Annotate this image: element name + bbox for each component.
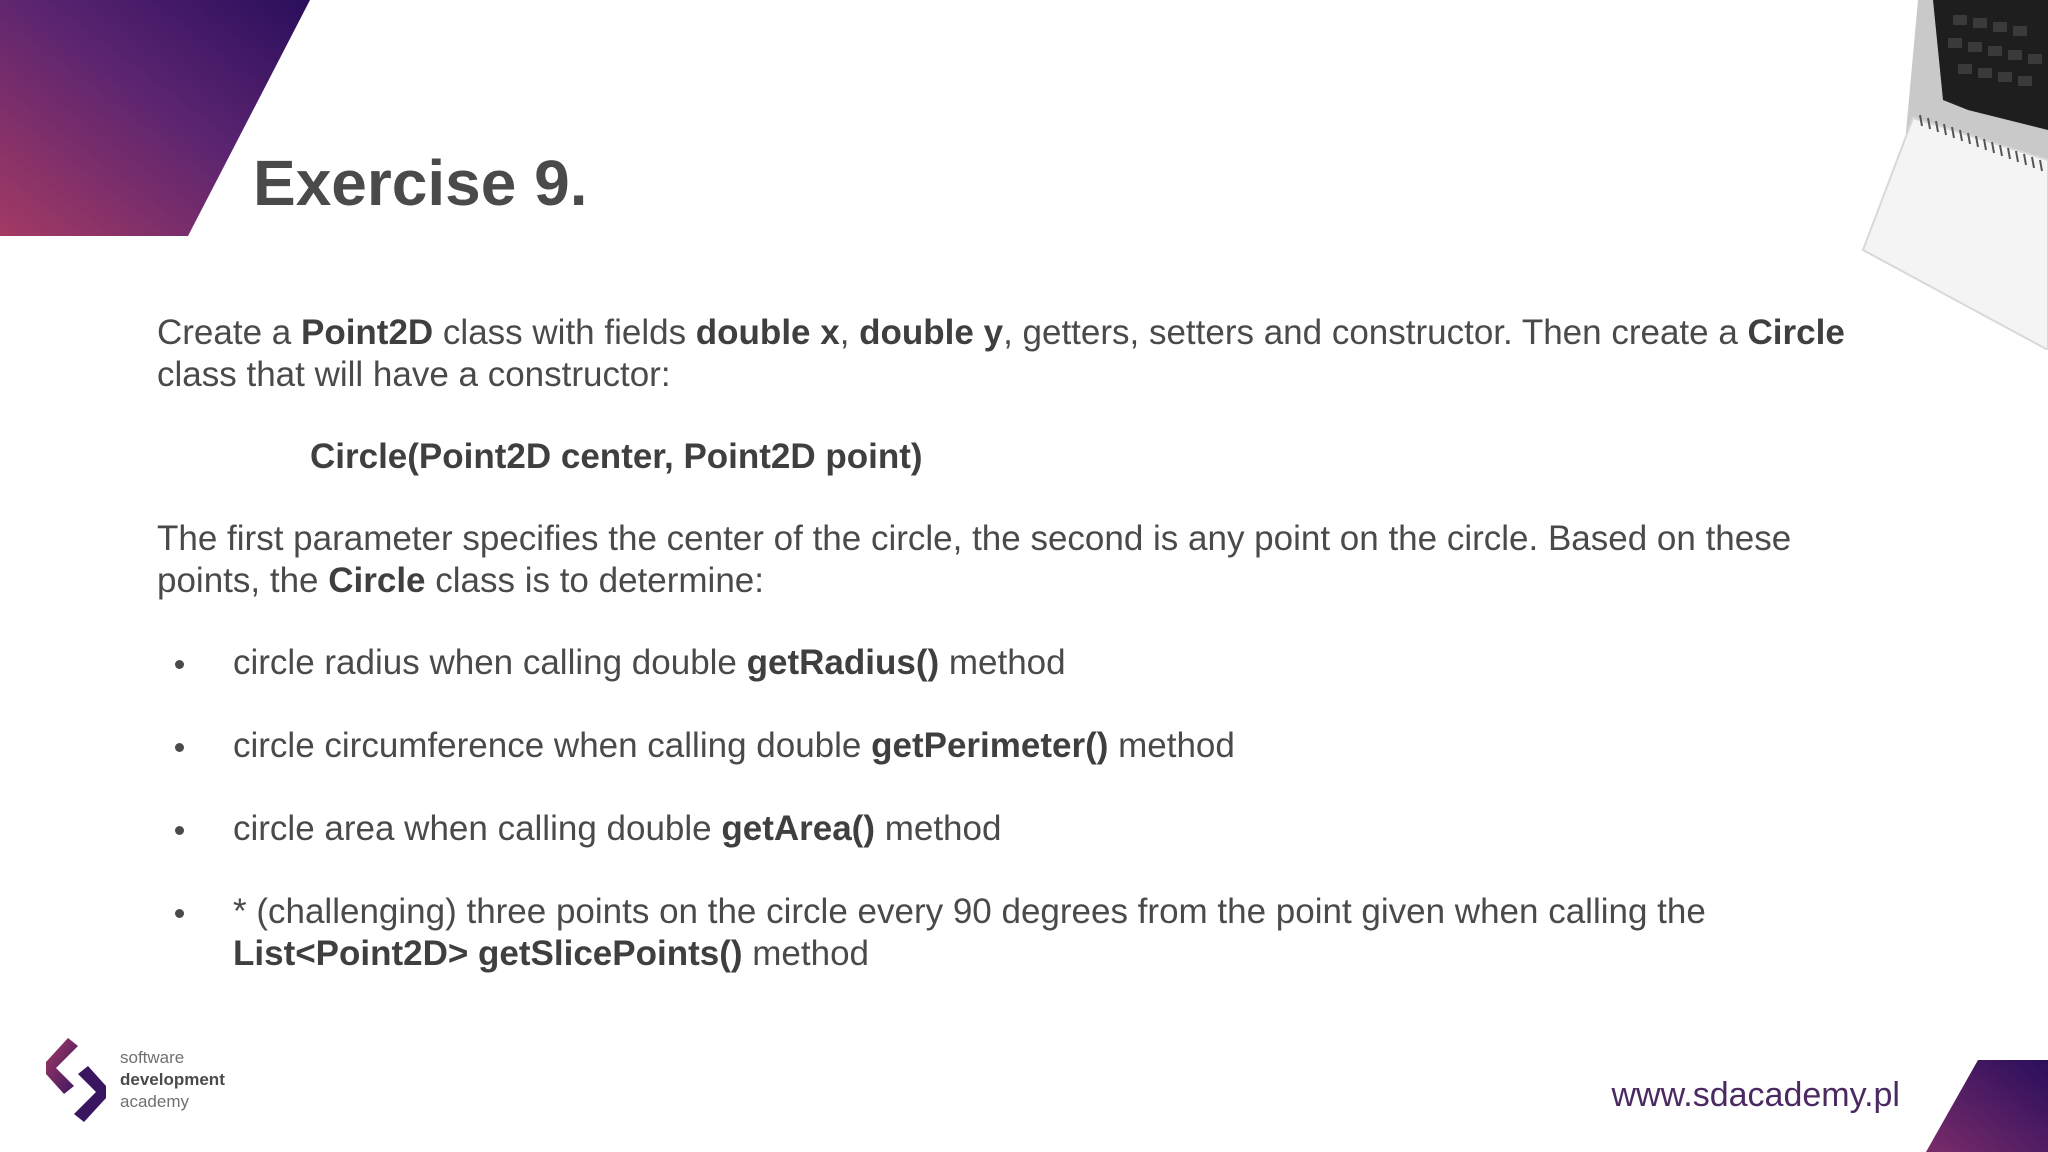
slide-content: [157, 312, 1897, 975]
logo-text: software development academy: [120, 1048, 225, 1111]
website-url[interactable]: www.sdacademy.pl: [1611, 1076, 1900, 1114]
list-item: circle circumference when calling double getPerimeter() method: [157, 725, 1897, 767]
constructor-signature: Circle(Point2D center, Point2D point): [310, 437, 923, 476]
list-item: circle radius when calling double getRadius() method: [157, 642, 1897, 684]
bullet-dot-icon: [175, 660, 184, 669]
bullet-dot-icon: [175, 909, 184, 918]
laptop-keyboard-icon: [1848, 0, 2048, 350]
sda-logo-icon: [44, 1036, 108, 1124]
intro-paragraph: Create a Point2D class with fields double x, double y, getters, setters and constructor. Then create a Circle class that will have a constructor:: [157, 313, 1845, 394]
bullet-dot-icon: [175, 826, 184, 835]
list-item: * (challenging) three points on the circle every 90 degrees from the point given when calling the List<Point2D> getSlicePoints() method: [157, 891, 1897, 975]
bullet-dot-icon: [175, 743, 184, 752]
requirements-list: [157, 642, 1897, 975]
slide-title: Exercise 9.: [253, 147, 588, 219]
sda-logo: [44, 1036, 225, 1124]
list-item: circle area when calling double getArea() method: [157, 808, 1897, 850]
corner-gradient-shape-bottom: [1926, 1060, 2048, 1152]
description-paragraph: The first parameter specifies the center of the circle, the second is any point on the circle. Based on these points, the Circle class is to determine:: [157, 519, 1792, 600]
